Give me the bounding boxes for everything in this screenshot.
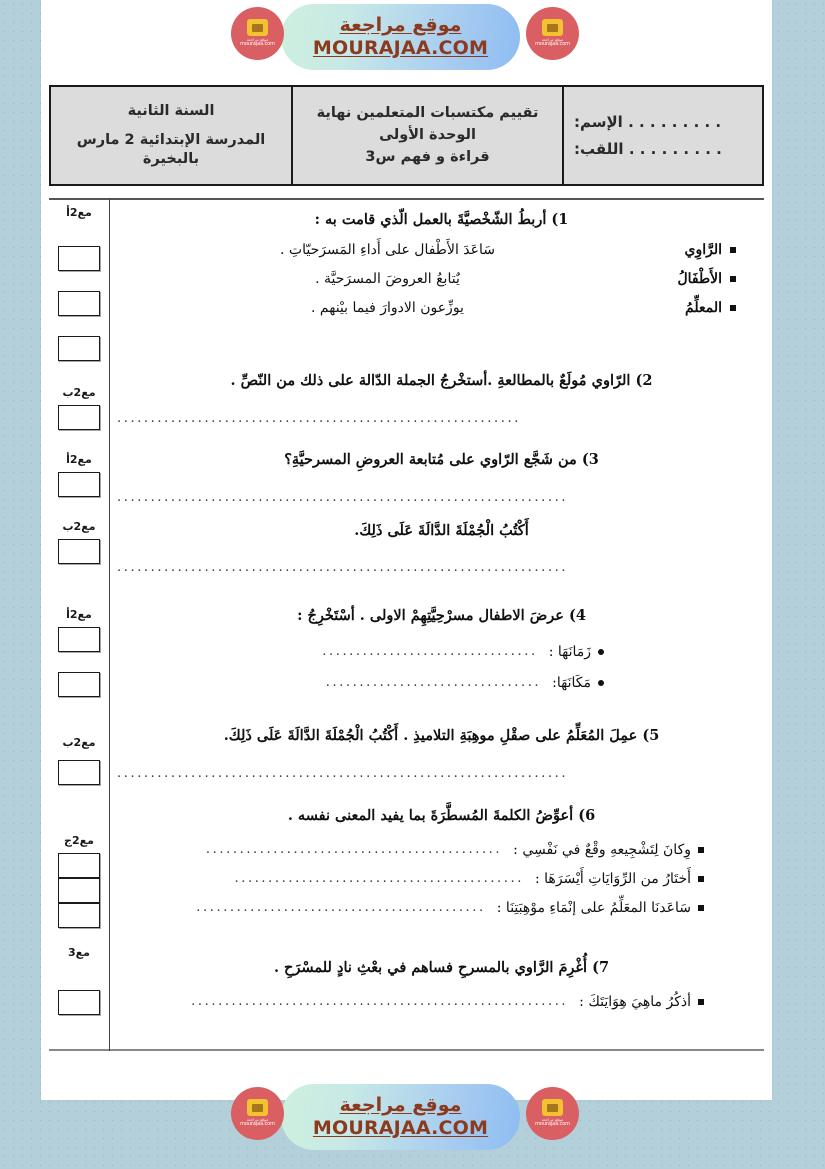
question-1-action-0[interactable]: سَاعَدَ الأَطْفال على أَداءِ المَسرَحيّاتِ . bbox=[280, 241, 495, 258]
question-2-answer-line[interactable]: ............................................................ bbox=[117, 410, 521, 426]
school-name bbox=[77, 131, 266, 169]
score-box-7[interactable] bbox=[58, 627, 100, 652]
question-4-title: 4) عرضَ الاطفال مسرْحِيَّتِهِمْ الاولى . أسْتَخْرِجُ : bbox=[297, 607, 586, 624]
square-bullet-icon bbox=[730, 247, 736, 253]
score-box-4[interactable] bbox=[58, 405, 100, 430]
question-7-item-0 bbox=[111, 994, 764, 1010]
question-6-item-0 bbox=[111, 842, 764, 858]
banner-text-bottom bbox=[281, 1086, 520, 1148]
score-box-8[interactable] bbox=[58, 672, 100, 697]
banner-title-url: MOURAJAA.COM bbox=[312, 1116, 489, 1139]
question-3-title: 3) من شَجَّع الرّاوي على مُتابعة العروضِ المسرحيَّةِ؟ bbox=[284, 451, 599, 468]
student-surname-row bbox=[574, 140, 722, 158]
student-identity-cell bbox=[562, 87, 762, 184]
question-6-item-2 bbox=[111, 900, 764, 916]
question-3-subtitle: أَكْتُبُ الْجُمْلَةَ الدَّالَةَ عَلَى ذَلِكَ. bbox=[354, 521, 529, 539]
logo-arabic-text: موقع مراجعة bbox=[246, 37, 269, 43]
school-info-cell bbox=[51, 87, 291, 184]
score-label-meaa-2: مع2أ bbox=[66, 453, 92, 466]
top-banner bbox=[0, 0, 825, 74]
worksheet-body bbox=[49, 198, 764, 1050]
banner-title-arabic: موقع مراجعة bbox=[339, 13, 462, 36]
round-bullet-icon bbox=[598, 649, 604, 655]
school-name-line-1: المدرسة الإبتدائية 2 مارس bbox=[76, 131, 266, 148]
question-1-person-cell[interactable] bbox=[634, 299, 764, 317]
assessment-line-2: الوحدة الأولى bbox=[379, 127, 476, 144]
score-box-10[interactable] bbox=[58, 853, 100, 878]
score-label-meab-3: مع2ب bbox=[62, 736, 96, 749]
question-5-answer-line[interactable]: ................................................................... bbox=[117, 765, 569, 781]
mourajaa-logo-icon-bottom-left bbox=[231, 1087, 284, 1140]
question-3 bbox=[111, 450, 764, 575]
question-5 bbox=[111, 726, 764, 781]
school-year: السنة الثانية bbox=[127, 102, 215, 119]
question-4 bbox=[111, 606, 764, 691]
question-6-item-0-answer[interactable]: ............................................ bbox=[205, 842, 503, 858]
student-name-row bbox=[574, 113, 721, 131]
question-4-item-1 bbox=[111, 675, 764, 691]
score-box-3[interactable] bbox=[58, 336, 100, 361]
question-6-item-2-answer[interactable]: ........................................... bbox=[196, 900, 486, 916]
score-box-12[interactable] bbox=[58, 903, 100, 928]
score-box-13[interactable] bbox=[58, 990, 100, 1015]
logo-url-text: mourajaa.com bbox=[535, 1121, 570, 1128]
round-bullet-icon bbox=[598, 680, 604, 686]
logo-url-text: mourajaa.com bbox=[240, 41, 275, 48]
question-6-item-1 bbox=[111, 871, 764, 887]
question-1 bbox=[111, 210, 764, 317]
student-name-dots: . . . . . . . . . bbox=[628, 113, 722, 131]
score-box-9[interactable] bbox=[58, 760, 100, 785]
question-1-person-0: الرَّاوِي bbox=[684, 241, 722, 258]
question-6-item-1-label: أَختَارُ من الرِّوَايَاتِ أَيْسَرَهَا : bbox=[535, 870, 691, 887]
question-7-item-0-answer[interactable]: ........................................................ bbox=[191, 994, 569, 1010]
score-box-1[interactable] bbox=[58, 246, 100, 271]
question-6-item-0-label: وِكانَ لِتَشْجِيعهِ وقْعٌ في نَفْسِي : bbox=[513, 841, 691, 858]
logo-url-text: mourajaa.com bbox=[535, 41, 570, 48]
mourajaa-logo-icon-top-right bbox=[526, 7, 579, 60]
question-1-person-1: الأَطْفَالُ bbox=[677, 270, 722, 287]
square-bullet-icon bbox=[698, 876, 704, 882]
score-margin-column bbox=[49, 198, 109, 1050]
assessment-line-3: قراءة و فهم س3 bbox=[365, 148, 490, 165]
questions-area bbox=[111, 198, 764, 1050]
question-1-title: 1) أربطُ الشّخْصيَّةَ بالعمل الّذي قامت به : bbox=[314, 211, 569, 228]
score-box-11[interactable] bbox=[58, 878, 100, 903]
question-6-item-1-answer[interactable]: ........................................... bbox=[234, 871, 524, 887]
score-label-meaa-3: مع2أ bbox=[66, 608, 92, 621]
banner-title-arabic: موقع مراجعة bbox=[339, 1093, 462, 1116]
logo-url-text: mourajaa.com bbox=[240, 1121, 275, 1128]
book-icon bbox=[542, 1099, 563, 1116]
question-4-item-0 bbox=[111, 644, 764, 660]
score-label-meaa-1: مع2أ bbox=[66, 206, 92, 219]
score-box-6[interactable] bbox=[58, 539, 100, 564]
question-6 bbox=[111, 806, 764, 916]
book-icon bbox=[247, 19, 268, 36]
square-bullet-icon bbox=[698, 999, 704, 1005]
question-7 bbox=[111, 958, 764, 1010]
question-1-person-2: المعلِّمُ bbox=[685, 299, 722, 316]
question-4-item-1-label: مَكَانَهَا: bbox=[552, 674, 591, 691]
bottom-banner bbox=[0, 1080, 825, 1154]
question-2-title: 2) الرّاوي مُولَعٌ بالمطالعةِ .أستخْرجُ الجملة الدّالة على ذلك من النّصِّ . bbox=[230, 372, 653, 389]
book-icon bbox=[542, 19, 563, 36]
score-label-meab-1: مع2ب bbox=[62, 386, 96, 399]
question-4-item-1-answer[interactable]: ................................ bbox=[326, 675, 542, 691]
question-7-title: 7) أُغْرِمَ الرَّاوي بالمسرحِ فساهم في بعْثِ نادٍ للمسْرَحِ . bbox=[273, 959, 610, 976]
student-surname-dots: . . . . . . . . . bbox=[628, 140, 722, 158]
score-box-5[interactable] bbox=[58, 472, 100, 497]
worksheet-heading-table bbox=[49, 85, 764, 186]
question-1-pair-row bbox=[111, 241, 764, 259]
question-6-title: 6) أعوِّضُ الكلمةَ المُسطَّرَةَ بما يفيد المعنى نفسه . bbox=[287, 807, 596, 824]
student-surname-label: اللقب: bbox=[574, 140, 624, 158]
logo-arabic-text: موقع مراجعة bbox=[246, 1117, 269, 1123]
question-1-pair-row bbox=[111, 299, 764, 317]
mourajaa-logo-icon-bottom-right bbox=[526, 1087, 579, 1140]
square-bullet-icon bbox=[698, 905, 704, 911]
question-6-item-2-label: سَاعَدنَا المعَلِّمُ على إنْمَاءِ موْهِبَتِنَا : bbox=[496, 899, 691, 916]
question-1-person-cell[interactable] bbox=[634, 241, 764, 259]
question-4-item-0-label: زَمَانَهَا : bbox=[548, 643, 591, 660]
question-7-item-0-label: أذكُرُ ماهِيَ هِوَايَتَكَ : bbox=[579, 993, 691, 1010]
square-bullet-icon bbox=[698, 847, 704, 853]
square-bullet-icon bbox=[730, 276, 736, 282]
square-bullet-icon bbox=[730, 305, 736, 311]
logo-arabic-text: موقع مراجعة bbox=[541, 1117, 564, 1123]
question-5-title: 5) عمِلَ المُعَلِّمُ على صقْلِ موهِبَةِ التلاميذِ . أَكْتُبُ الْجُمْلَةَ الدَّالَةَ عَلَى ذَلِكَ. bbox=[223, 727, 660, 744]
book-icon bbox=[247, 1099, 268, 1116]
question-1-person-cell[interactable] bbox=[634, 270, 764, 288]
question-2 bbox=[111, 371, 764, 426]
assessment-line-1: تقييم مكتسبات المتعلمين نهاية bbox=[316, 105, 539, 122]
banner-title-url: MOURAJAA.COM bbox=[312, 36, 489, 59]
score-label-meaj: مع2ج bbox=[64, 834, 94, 847]
logo-arabic-text: موقع مراجعة bbox=[541, 37, 564, 43]
school-name-line-2: بالبخيرة bbox=[142, 150, 200, 167]
assessment-title-cell bbox=[291, 87, 562, 184]
question-1-action-2[interactable]: يوزِّعون الادوارَ فيما بيْنهم . bbox=[311, 299, 464, 316]
question-1-action-1[interactable]: يٌتابعُ العروضَ المسرَحيَّة . bbox=[315, 270, 460, 287]
score-label-meab-2: مع2ب bbox=[62, 520, 96, 533]
score-box-2[interactable] bbox=[58, 291, 100, 316]
question-3-answer-line-1[interactable]: ................................................................... bbox=[117, 489, 569, 505]
question-3-answer-line-2[interactable]: ................................................................... bbox=[117, 560, 569, 576]
question-4-item-0-answer[interactable]: ................................ bbox=[322, 644, 538, 660]
student-name-label: الإسم: bbox=[574, 113, 623, 131]
banner-text-top bbox=[281, 6, 520, 68]
question-1-pair-row bbox=[111, 270, 764, 288]
mourajaa-logo-icon-top-left bbox=[231, 7, 284, 60]
score-label-mea3: مع3 bbox=[68, 946, 90, 959]
score-column-divider bbox=[109, 198, 110, 1051]
